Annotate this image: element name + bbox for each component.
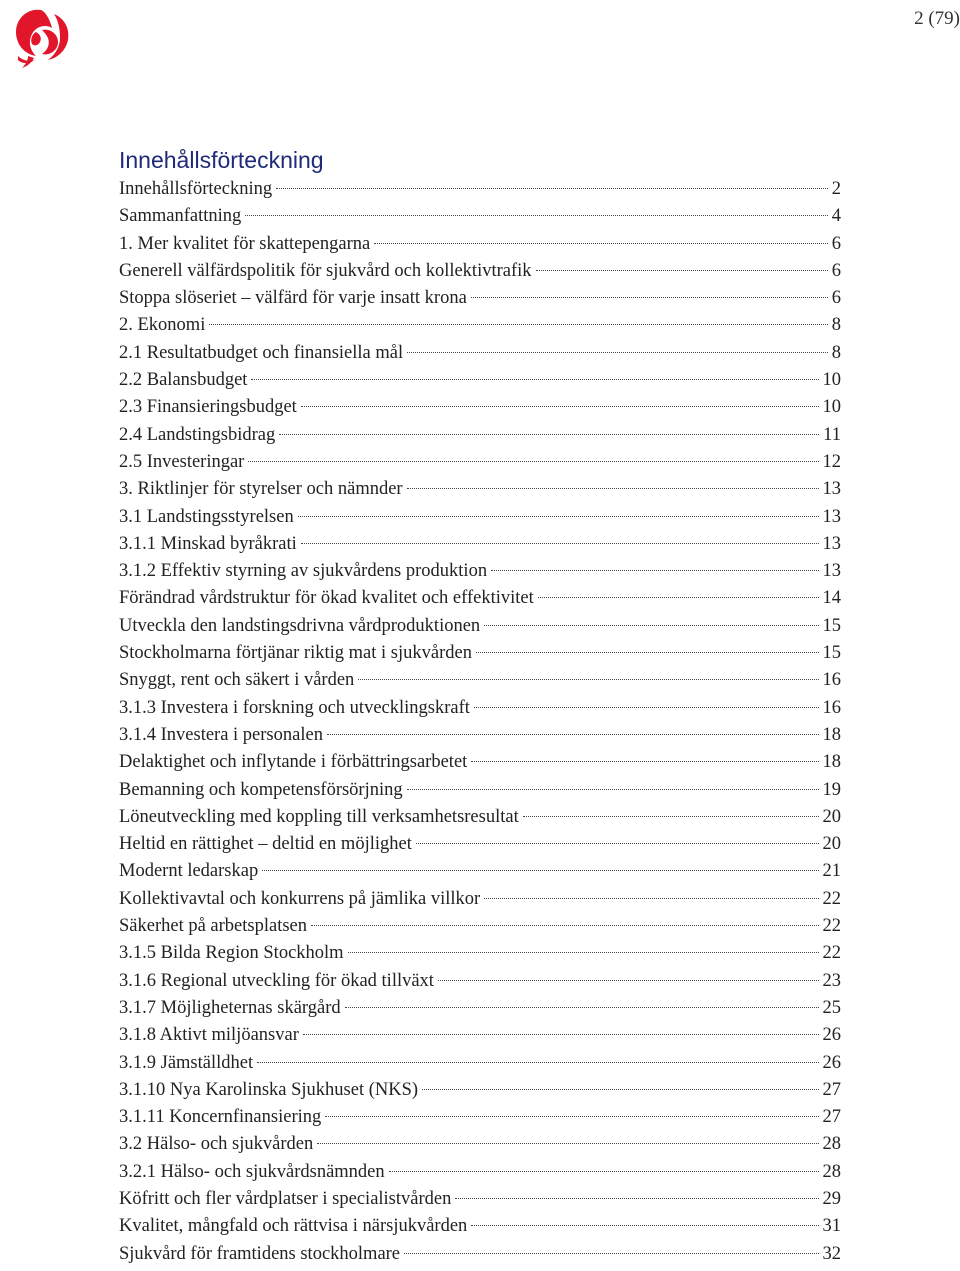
toc-entry-text: 2.2 Balansbudget bbox=[119, 370, 248, 391]
toc-dot-leader bbox=[404, 1253, 818, 1254]
toc-entry-page: 8 bbox=[831, 342, 841, 363]
toc-dot-leader bbox=[301, 406, 819, 407]
toc-dot-leader bbox=[358, 679, 818, 680]
toc-entry-text: Generell välfärdspolitik för sjukvård och kollektivtrafik bbox=[119, 260, 532, 281]
toc-entry-text: 3.1.7 Möjligheternas skärgård bbox=[119, 997, 341, 1018]
toc-entry-text: 3.1.3 Investera i forskning och utvecklingskraft bbox=[119, 697, 470, 718]
toc-dot-leader bbox=[276, 188, 828, 189]
toc-entry-page: 22 bbox=[822, 943, 841, 964]
toc-entry-text: Modernt ledarskap bbox=[119, 861, 259, 882]
toc-entry[interactable] bbox=[119, 1077, 841, 1104]
toc-entry[interactable] bbox=[119, 203, 841, 230]
toc-dot-leader bbox=[251, 379, 818, 380]
toc-entry-text: 3.1 Landstingsstyrelsen bbox=[119, 506, 294, 527]
page-number: 2 (79) bbox=[914, 8, 960, 29]
toc-entry[interactable] bbox=[119, 422, 841, 449]
toc-entry-text: 3.1.11 Koncernfinansiering bbox=[119, 1107, 322, 1128]
toc-entry-page: 4 bbox=[831, 206, 841, 227]
toc-dot-leader bbox=[301, 543, 819, 544]
toc-entry-text: Snyggt, rent och säkert i vården bbox=[119, 670, 355, 691]
toc-entry-page: 10 bbox=[822, 397, 841, 418]
toc-entry-text: Innehållsförteckning bbox=[119, 179, 273, 199]
toc-dot-leader bbox=[248, 461, 818, 462]
toc-entry[interactable] bbox=[119, 667, 841, 694]
toc-entry-text: Heltid en rättighet – deltid en möjlighet bbox=[119, 834, 412, 855]
toc-entry-page: 31 bbox=[822, 1216, 841, 1237]
toc-entry-text: Bemanning och kompetensförsörjning bbox=[119, 779, 403, 800]
toc-entry-page: 26 bbox=[822, 1025, 841, 1046]
toc-entry-page: 29 bbox=[822, 1188, 841, 1209]
toc-dot-leader bbox=[298, 516, 819, 517]
toc-entry[interactable] bbox=[119, 340, 841, 367]
toc-dot-leader bbox=[438, 980, 819, 981]
rose-logo-icon bbox=[6, 4, 76, 74]
toc-entry[interactable] bbox=[119, 312, 841, 339]
toc-dot-leader bbox=[471, 1225, 818, 1226]
toc-entry-page: 6 bbox=[831, 260, 841, 281]
toc-entry-text: Stockholmarna förtjänar riktig mat i sjukvården bbox=[119, 643, 472, 664]
toc-entry-page: 28 bbox=[822, 1161, 841, 1182]
toc-entry-text: 2. Ekonomi bbox=[119, 315, 206, 336]
toc-entry-page: 2 bbox=[831, 179, 841, 199]
toc-entry-text: 3.2.1 Hälso- och sjukvårdsnämnden bbox=[119, 1161, 385, 1182]
toc-entry-page: 13 bbox=[822, 533, 841, 554]
toc-entry[interactable] bbox=[119, 1022, 841, 1049]
toc-entry[interactable] bbox=[119, 176, 841, 203]
toc-dot-leader bbox=[416, 843, 819, 844]
toc-entry[interactable] bbox=[119, 285, 841, 312]
toc-entry-page: 26 bbox=[822, 1052, 841, 1073]
toc-entry-text: 3.1.1 Minskad byråkrati bbox=[119, 533, 297, 554]
toc-dot-leader bbox=[484, 898, 818, 899]
toc-dot-leader bbox=[345, 1007, 819, 1008]
toc-entry-text: 3.1.4 Investera i personalen bbox=[119, 724, 323, 745]
toc-entry-page: 18 bbox=[822, 724, 841, 745]
toc-entry-page: 8 bbox=[831, 315, 841, 336]
toc-entry[interactable] bbox=[119, 394, 841, 421]
toc-entry[interactable] bbox=[119, 777, 841, 804]
toc-entry-page: 11 bbox=[823, 424, 841, 445]
toc-list bbox=[119, 176, 841, 1268]
toc-entry-text: Köfritt och fler vårdplatser i specialistvården bbox=[119, 1188, 452, 1209]
toc-dot-leader bbox=[407, 789, 819, 790]
toc-entry[interactable] bbox=[119, 995, 841, 1022]
toc-entry[interactable] bbox=[119, 1186, 841, 1213]
toc-entry-text: Löneutveckling med koppling till verksamhetsresultat bbox=[119, 806, 519, 827]
toc-entry-page: 6 bbox=[831, 233, 841, 254]
toc-dot-leader bbox=[484, 625, 818, 626]
toc-dot-leader bbox=[279, 434, 819, 435]
toc-dot-leader bbox=[303, 1034, 819, 1035]
toc-entry[interactable] bbox=[119, 831, 841, 858]
toc-entry-text: Sammanfattning bbox=[119, 206, 242, 227]
toc-dot-leader bbox=[471, 297, 828, 298]
toc-entry-text: 3.1.10 Nya Karolinska Sjukhuset (NKS) bbox=[119, 1079, 419, 1100]
toc-dot-leader bbox=[348, 952, 819, 953]
toc-dot-leader bbox=[374, 243, 828, 244]
toc-entry[interactable] bbox=[119, 531, 841, 558]
toc-entry-page: 13 bbox=[822, 561, 841, 582]
toc-entry-text: Delaktighet och inflytande i förbättringsarbetet bbox=[119, 752, 468, 773]
toc-entry-page: 25 bbox=[822, 997, 841, 1018]
toc-entry-text: 1. Mer kvalitet för skattepengarna bbox=[119, 233, 371, 254]
toc-entry-text: 3.1.9 Jämställdhet bbox=[119, 1052, 254, 1073]
toc-entry[interactable] bbox=[119, 258, 841, 285]
toc-dot-leader bbox=[327, 734, 819, 735]
toc-entry-page: 22 bbox=[822, 916, 841, 937]
toc-entry-text: Säkerhet på arbetsplatsen bbox=[119, 916, 308, 937]
toc-entry-page: 15 bbox=[822, 615, 841, 636]
toc-entry-text: 2.3 Finansieringsbudget bbox=[119, 397, 297, 418]
toc-dot-leader bbox=[536, 270, 828, 271]
toc-entry[interactable] bbox=[119, 640, 841, 667]
toc-entry-page: 14 bbox=[822, 588, 841, 609]
toc-entry-page: 27 bbox=[822, 1079, 841, 1100]
toc-dot-leader bbox=[407, 488, 819, 489]
toc-entry-text: 3. Riktlinjer för styrelser och nämnder bbox=[119, 479, 403, 500]
toc-dot-leader bbox=[262, 870, 818, 871]
toc-entry-page: 20 bbox=[822, 834, 841, 855]
toc-dot-leader bbox=[389, 1171, 819, 1172]
toc-entry[interactable] bbox=[119, 449, 841, 476]
toc-dot-leader bbox=[523, 816, 819, 817]
toc-entry[interactable] bbox=[119, 1241, 841, 1268]
toc-dot-leader bbox=[471, 761, 818, 762]
toc-entry-page: 22 bbox=[822, 888, 841, 909]
toc-entry[interactable] bbox=[119, 940, 841, 967]
toc-entry[interactable] bbox=[119, 1159, 841, 1186]
toc-entry[interactable] bbox=[119, 886, 841, 913]
toc-dot-leader bbox=[422, 1089, 818, 1090]
toc-entry-text: 2.5 Investeringar bbox=[119, 451, 245, 472]
toc-dot-leader bbox=[474, 707, 819, 708]
toc-entry[interactable] bbox=[119, 231, 841, 258]
toc-dot-leader bbox=[455, 1198, 818, 1199]
toc-dot-leader bbox=[311, 925, 818, 926]
toc-entry-page: 23 bbox=[822, 970, 841, 991]
toc-entry-text: Sjukvård för framtidens stockholmare bbox=[119, 1243, 401, 1264]
toc-entry-text: 3.1.5 Bilda Region Stockholm bbox=[119, 943, 344, 964]
toc-entry-text: 3.1.2 Effektiv styrning av sjukvårdens produktion bbox=[119, 561, 488, 582]
toc-dot-leader bbox=[325, 1116, 818, 1117]
toc-entry-text: Förändrad vårdstruktur för ökad kvalitet och effektivitet bbox=[119, 588, 534, 609]
toc-entry-page: 13 bbox=[822, 479, 841, 500]
toc-entry-page: 13 bbox=[822, 506, 841, 527]
toc-entry[interactable] bbox=[119, 913, 841, 940]
toc-entry[interactable] bbox=[119, 1213, 841, 1240]
toc-entry-page: 16 bbox=[822, 670, 841, 691]
toc-entry-page: 18 bbox=[822, 752, 841, 773]
toc-dot-leader bbox=[538, 597, 819, 598]
toc-entry-text: Stoppa slöseriet – välfärd för varje insatt krona bbox=[119, 288, 467, 309]
toc-entry-text: Utveckla den landstingsdrivna vårdproduktionen bbox=[119, 615, 481, 636]
toc-entry-page: 28 bbox=[822, 1134, 841, 1155]
toc-entry-text: Kvalitet, mångfald och rättvisa i närsjukvården bbox=[119, 1216, 468, 1237]
toc-entry-text: 3.1.8 Aktivt miljöansvar bbox=[119, 1025, 299, 1046]
toc-entry[interactable] bbox=[119, 585, 841, 612]
toc-entry[interactable] bbox=[119, 1050, 841, 1077]
toc-entry[interactable] bbox=[119, 367, 841, 394]
toc-entry-page: 15 bbox=[822, 643, 841, 664]
toc-entry[interactable] bbox=[119, 558, 841, 585]
toc-dot-leader bbox=[257, 1062, 818, 1063]
toc-entry-text: Kollektivavtal och konkurrens på jämlika villkor bbox=[119, 888, 481, 909]
toc-entry[interactable] bbox=[119, 858, 841, 885]
toc-entry[interactable] bbox=[119, 476, 841, 503]
toc-entry-page: 16 bbox=[822, 697, 841, 718]
toc-entry-page: 21 bbox=[822, 861, 841, 882]
toc-entry[interactable] bbox=[119, 695, 841, 722]
toc-entry-text: 3.1.6 Regional utveckling för ökad tillväxt bbox=[119, 970, 434, 991]
toc-entry[interactable] bbox=[119, 749, 841, 776]
toc-entry[interactable] bbox=[119, 968, 841, 995]
toc-entry-page: 12 bbox=[822, 451, 841, 472]
toc-entry-page: 20 bbox=[822, 806, 841, 827]
toc-entry[interactable] bbox=[119, 1131, 841, 1158]
toc-dot-leader bbox=[317, 1143, 818, 1144]
toc-entry-page: 6 bbox=[831, 288, 841, 309]
toc-entry[interactable] bbox=[119, 804, 841, 831]
toc-entry-page: 27 bbox=[822, 1107, 841, 1128]
toc-entry-page: 10 bbox=[822, 370, 841, 391]
toc-dot-leader bbox=[476, 652, 819, 653]
toc-entry-page: 19 bbox=[822, 779, 841, 800]
toc-dot-leader bbox=[209, 324, 827, 325]
toc-entry[interactable] bbox=[119, 504, 841, 531]
toc-entry-page: 32 bbox=[822, 1243, 841, 1264]
toc-dot-leader bbox=[245, 215, 827, 216]
toc-entry[interactable] bbox=[119, 722, 841, 749]
toc-entry-text: 2.4 Landstingsbidrag bbox=[119, 424, 276, 445]
toc-entry-text: 2.1 Resultatbudget och finansiella mål bbox=[119, 342, 404, 363]
toc-entry[interactable] bbox=[119, 1104, 841, 1131]
toc-title: Innehållsförteckning bbox=[119, 147, 324, 173]
toc-entry-text: 3.2 Hälso- och sjukvården bbox=[119, 1134, 314, 1155]
toc-dot-leader bbox=[491, 570, 818, 571]
toc-dot-leader bbox=[407, 352, 828, 353]
toc-entry[interactable] bbox=[119, 613, 841, 640]
